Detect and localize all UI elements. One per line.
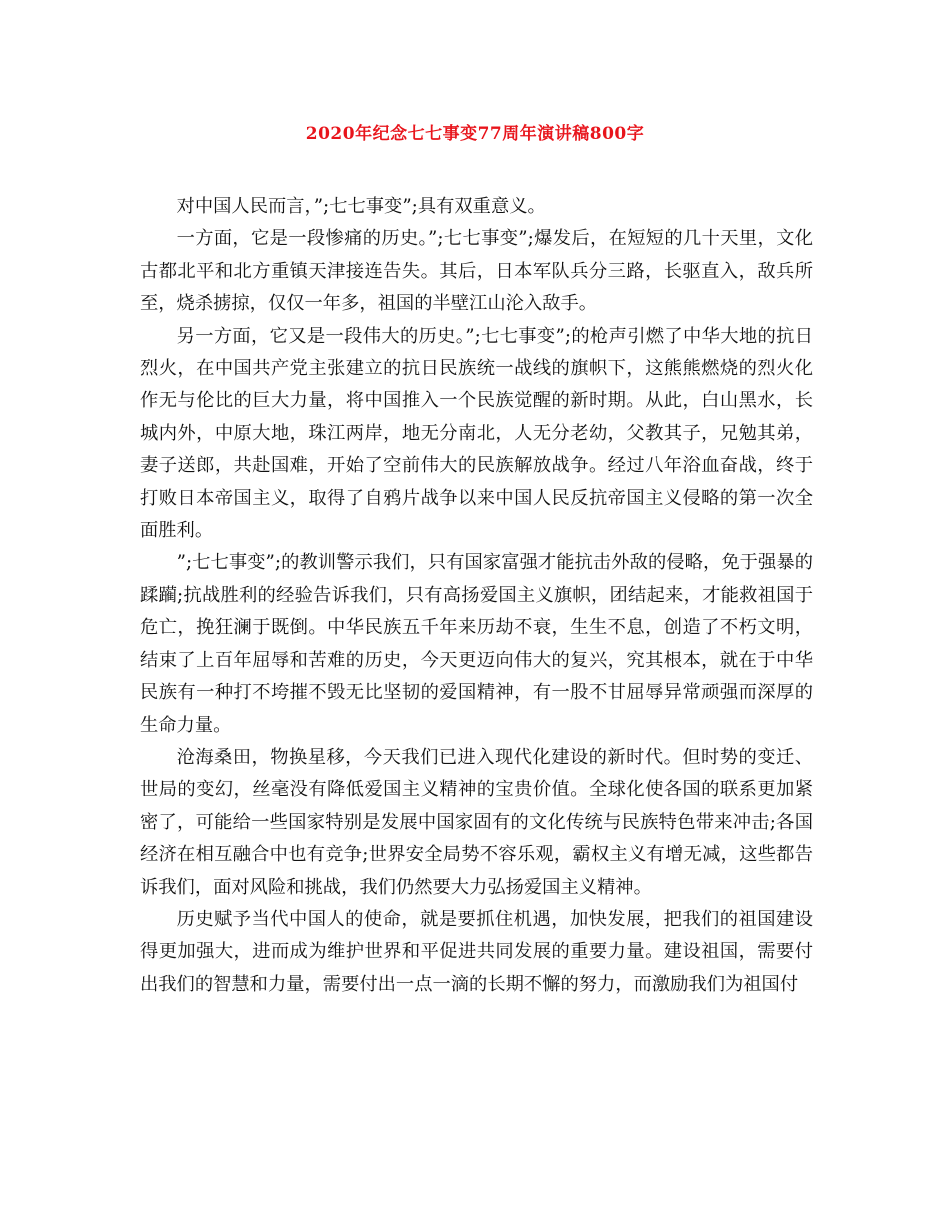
paragraph-4: ”;七七事变”;的教训警示我们，只有国家富强才能抗击外敌的侵略，免于强暴的蹂躏;抗战胜利的经验告诉我们，只有高扬爱国主义旗帜，团结起来，才能救祖国于危亡，挽狂澜于既倒。中华民族五千年来历劫不衰，生生不息，创造了不朽文明，结束了上百年屈辱和苦难的历史，今天更迈向伟大的复兴，究其根本，就在于中华民族有一种打不垮摧不毁无比坚韧的爱国精神，有一股不甘屈辱异常顽强而深厚的生命力量。 xyxy=(140,552,813,736)
document-body xyxy=(140,191,813,1001)
document-title: 2020年纪念七七事变77周年演讲稿800字 xyxy=(305,124,645,144)
paragraph-3: 另一方面，它又是一段伟大的历史。”;七七事变”;的枪声引燃了中华大地的抗日烈火，在中国共产党主张建立的抗日民族统一战线的旗帜下，这熊熊燃烧的烈火化作无与伦比的巨大力量，将中国推入一个民族觉醒的新时期。从此，白山黑水，长城内外，中原大地，珠江两岸，地无分南北，人无分老幼，父教其子，兄勉其弟，妻子送郎，共赴国难，开始了空前伟大的民族解放战争。经过八年浴血奋战，终于打败日本帝国主义，取得了自鸦片战争以来中国人民反抗帝国主义侵略的第一次全面胜利。 xyxy=(140,325,813,542)
paragraph-1: 对中国人民而言，”;七七事变”;具有双重意义。 xyxy=(176,196,546,217)
paragraph-5: 沧海桑田，物换星移，今天我们已进入现代化建设的新时代。但时势的变迁、世局的变幻，丝毫没有降低爱国主义精神的宝贵价值。全球化使各国的联系更加紧密了，可能给一些国家特别是发展中国家固有的文化传统与民族特色带来冲击;各国经济在相互融合中也有竞争;世界安全局势不容乐观，霸权主义有增无减，这些都告诉我们，面对风险和挑战，我们仍然要大力弘扬爱国主义精神。 xyxy=(140,746,813,898)
paragraph-2: 一方面，它是一段惨痛的历史。”;七七事变”;爆发后，在短短的几十天里，文化古都北平和北方重镇天津接连告失。其后，日本军队兵分三路，长驱直入，敌兵所至，烧杀掳掠，仅仅一年多，祖国的半壁江山沦入敌手。 xyxy=(140,228,813,315)
paragraph-6: 历史赋予当代中国人的使命，就是要抓住机遇，加快发展，把我们的祖国建设得更加强大，进而成为维护世界和平促进共同发展的重要力量。建设祖国，需要付出我们的智慧和力量，需要付出一点一滴的长期不懈的努力，而激励我们为祖国付 xyxy=(140,908,813,995)
